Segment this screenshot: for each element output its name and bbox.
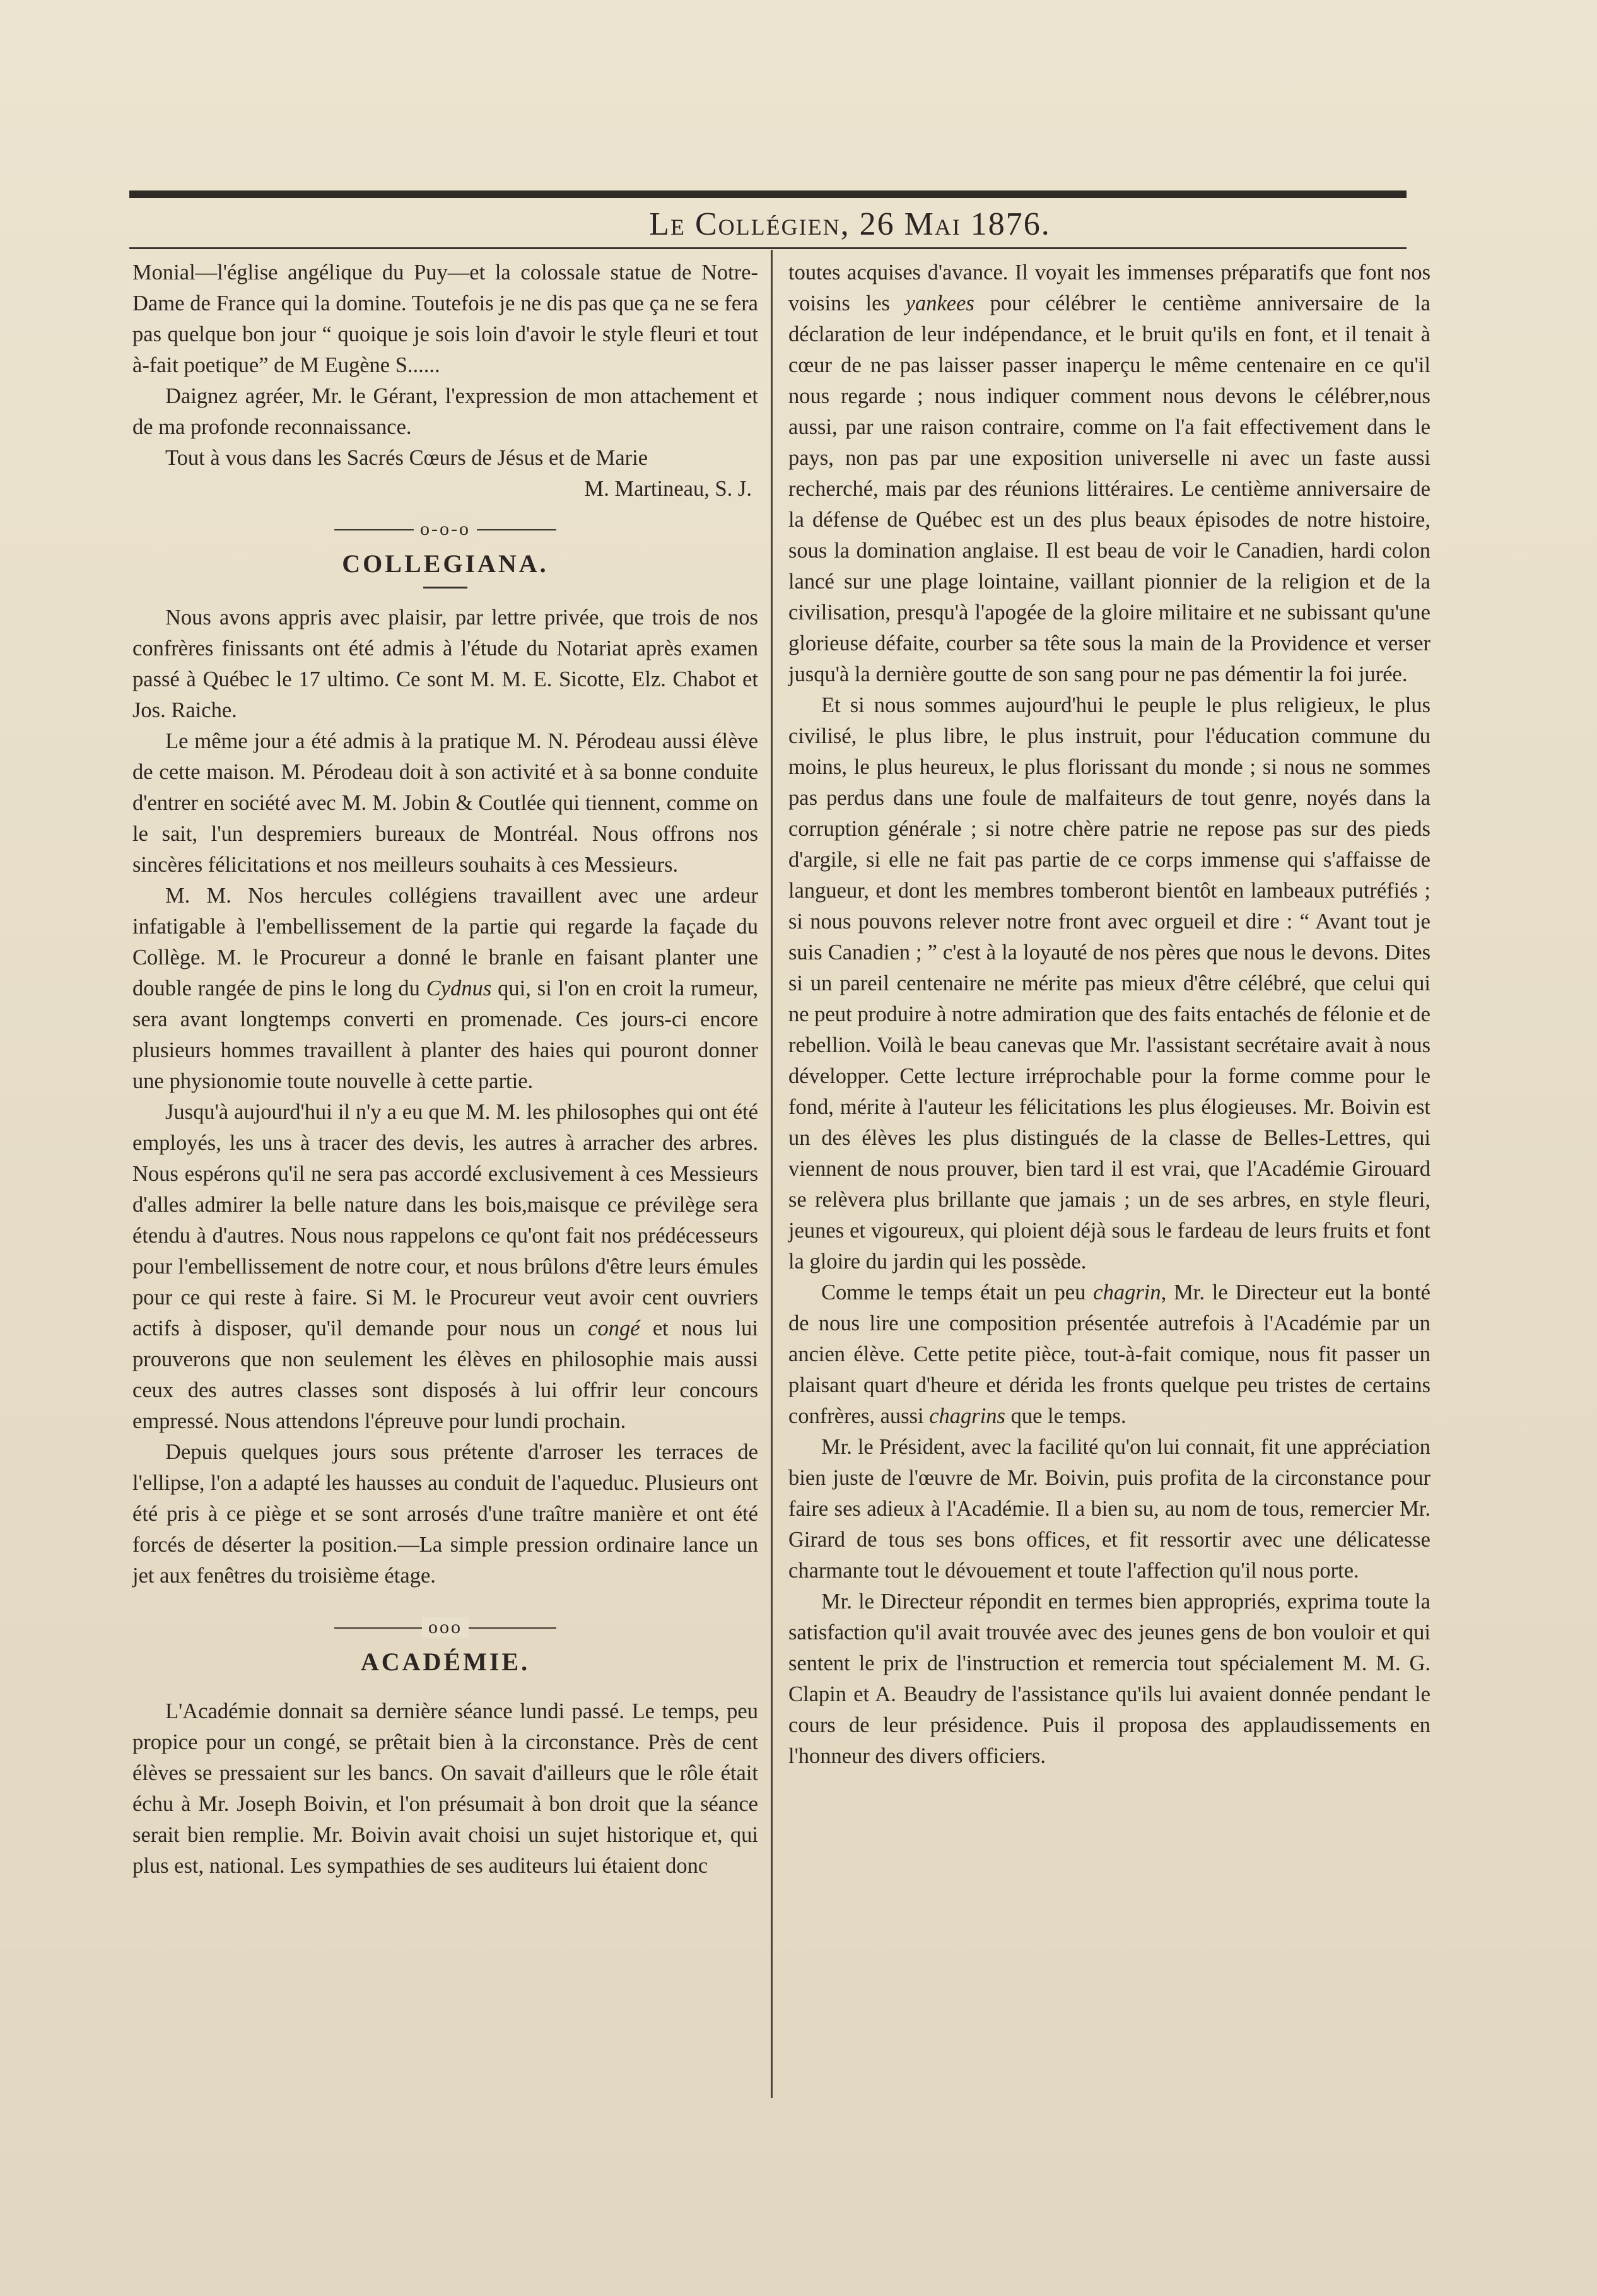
italic-word: Cydnus [426, 976, 492, 1000]
top-heavy-rule [129, 190, 1407, 198]
column-divider [771, 250, 773, 2098]
article-paragraph: Comme le temps était un peu chagrin, Mr. le Directeur eut la bonté de nous lire une composition présentée autrefois à l'Académie par un ancien élève. Cette petite pièce, tout-à-fait comique, nous fit passer un plaisant quart d'heure et dérida les fronts quelque peu tristes de certains confrères, aussi chagrins que le temps. [788, 1280, 1430, 1428]
article-paragraph: L'Académie donnait sa dernière séance lundi passé. Le temps, peu propice pour un congé, se prêtait bien à la circonstance. Près de cent élèves se pressaient sur les bancs. On savait d'ailleurs que le rôle était échu à Mr. Joseph Boivin, et l'on présumait à bon droit que la séance serait bien remplie. Mr. Boivin avait choisi un sujet historique et, qui plus est, national. Les sympathies de ses auditeurs lui étaient donc [132, 1699, 758, 1878]
left-column [132, 257, 758, 1882]
letter-paragraph: Daignez agréer, Mr. le Gérant, l'expression de mon attachement et de ma profonde reconnaissance. [132, 384, 758, 439]
article-paragraph: M. M. Nos hercules collégiens travaillent avec une ardeur infatigable à l'embellissement de la partie qui regarde la façade du Collège. M. le Procureur a donné le branle en faisant planter une double rangée de pins le long du Cydnus qui, si l'on en croit la rumeur, sera avant longtemps converti en promenade. Ces jours-ci encore plusieurs hommes travaillent à planter des haies qui pouront donner une physionomie toute nouvelle à cette partie. [132, 884, 758, 1093]
italic-word: yankees [905, 291, 974, 315]
article-paragraph: Mr. le Directeur répondit en termes bien appropriés, exprima toute la satisfaction qu'il avait trouvée avec des jeunes gens de bon vouloir et qui sentent le prix de l'instruction et remercia tout spécialement M. M. G. Clapin et A. Beaudry de l'assistance qu'ils lui avaient donnée pendant le cours de leur présidence. Puis il proposa des applaudissements en l'honneur des divers officiers. [788, 1590, 1430, 1768]
italic-word: chagrins [929, 1404, 1005, 1428]
article-paragraph: Le même jour a été admis à la pratique M. N. Pérodeau aussi élève de cette maison. M. Pérodeau doit à son activité et à sa bonne conduite d'entrer en société avec M. M. Jobin & Coutlée qui tiennent, comme on le sait, l'un despremiers bureaux de Montréal. Nous offrons nos sincères félicitations et nos meilleurs souhaits à ces Messieurs. [132, 729, 758, 877]
letter-paragraph: Monial—l'église angélique du Puy—et la colossale statue de Notre-Dame de France qui la domine. Toutefois je ne dis pas que ça ne se fera pas quelque bon jour “ quoique je sois loin d'avoir le style fleuri et tout à-fait poetique” de M Eugène S...... [132, 261, 758, 377]
article-paragraph: Depuis quelques jours sous prétente d'arroser les terraces de l'ellipse, l'on a adapté les hausses au conduit de l'aqueduc. Plusieurs ont été pris à ce piège et se sont arrosés d'une traître manière et ont été forcés de déserter la position.—La simple pression ordinaire lance un jet aux fenêtres du troisième étage. [132, 1440, 758, 1588]
italic-word: chagrin [1093, 1280, 1161, 1304]
section-separator: o-o-o [132, 513, 758, 544]
italic-word: congé [588, 1316, 640, 1340]
article-paragraph: Jusqu'à aujourd'hui il n'y a eu que M. M. les philosophes qui ont été employés, les uns à tracer des devis, les autres à arracher des arbres. Nous espérons qu'il ne sera pas accordé exclusivement à ces Messieurs d'alles admirer la belle nature dans les bois,maisque ce prévilège sera étendu à d'autres. Nous nous rappelons ce qu'ont fait nos prédécesseurs pour l'embellissement de notre cour, et nous brûlons d'être leurs émules pour ce qui reste à faire. Si M. le Procureur veut avoir cent ouvriers actifs à disposer, qu'il demande pour nous un congé et nous lui prouverons que non seulement les élèves en philosophie mais aussi ceux des autres classes sont disposés à lui offrir leur concours empressé. Nous attendons l'épreuve pour lundi prochain. [132, 1100, 758, 1433]
article-paragraph: Mr. le Président, avec la facilité qu'on lui connait, fit une appréciation bien juste de l'œuvre de Mr. Boivin, puis profita de la circonstance pour faire ses adieux à l'Académie. Il a bien su, au nom de tous, remercier Mr. Girard de tous ses bons offices, et fit ressortir avec une délicatesse charmante tout le dévouement et toute l'affection qu'il nous porte. [788, 1435, 1430, 1583]
article-paragraph: Et si nous sommes aujourd'hui le peuple le plus religieux, le plus civilisé, le plus libre, le plus instruit, pour l'éducation commune du moins, le plus heureux, le plus florissant du monde ; si nous ne sommes pas perdus dans une foule de malfaiteurs de tout genre, noyés dans la corruption générale ; si notre chère patrie ne repose pas sur des pieds d'argile, si elle ne fait pas partie de ce corps immense qui s'affaisse de langueur, et dont les membres tomberont bientôt en lambeaux putréfiés ; si nous pouvons relever notre front avec orgueil et dire : “ Avant tout je suis Canadien ; ” c'est à la loyauté de nos pères que nous le devons. Dites si un pareil centenaire ne mérite pas mieux d'être célébré, que celui qui ne peut produire à notre admiration que des faits entachés de félonie et de rebellion. Voilà le beau canevas que Mr. l'assistant secrétaire avait à nous développer. Cette lecture irréprochable pour la forme comme pour le fond, mérite à l'auteur les félicitations les plus élogieuses. Mr. Boivin est un des élèves les plus distingués de la classe de Belles-Lettres, qui viennent de nous prouver, bien tard il est vrai, que l'Académie Girouard se relèvera plus brillante que jamais ; un de ses arbres, en style fleuri, jeunes et vigoureux, qui ploient déjà sous le fardeau de leurs fruits et font la gloire du jardin qui les possède. [788, 693, 1430, 1274]
title-underline [423, 587, 467, 589]
header-underline-rule [129, 247, 1407, 249]
article-paragraph: Nous avons appris avec plaisir, par lettre privée, que trois de nos confrères finissants ont été admis à l'étude du Notariat après examen passé à Québec le 17 ultimo. Ce sont M. M. E. Sicotte, Elz. Chabot et Jos. Raiche. [132, 606, 758, 722]
right-column [788, 257, 1430, 1772]
letter-signature: M. Martineau, S. J. [584, 477, 752, 501]
letter-closing: Tout à vous dans les Sacrés Cœurs de Jésus et de Marie [165, 446, 648, 470]
running-header [129, 201, 1407, 247]
section-title-academie: ACADÉMIE. [360, 1648, 530, 1676]
section-title-collegiana: COLLEGIANA. [342, 549, 549, 578]
section-separator: ooo [132, 1612, 758, 1643]
masthead-title: Le Collégien, 26 Mai 1876. [649, 206, 1051, 242]
article-paragraph: toutes acquises d'avance. Il voyait les immenses préparatifs que font nos voisins les yankees pour célébrer le centième anniversaire de la déclaration de leur indépendance, et le bruit qu'ils en font, et il tenait à cœur de ne pas laisser passer inaperçu le même centenaire en ce qu'il nous regarde ; nous indiquer comment nous devons le célébrer,nous aussi, par une raison contraire, comme on l'a fait effectivement dans le pays, non pas par une exposition universelle ni avec un faste aussi recherché, mais par des réunions littéraires. Le centième anniversaire de la défense de Québec est un des plus beaux épisodes de notre histoire, sous la domination anglaise. Il est beau de voir le Canadien, hardi colon lancé sur une plage lointaine, vaillant pionnier de la religion et de la civilisation, presqu'à l'apogée de la gloire militaire et ne subissant qu'une glorieuse défaite, courber sa tête sous la main de la Providence et verser jusqu'à la dernière goutte de son sang pour ne pas démentir la foi jurée. [788, 261, 1430, 686]
